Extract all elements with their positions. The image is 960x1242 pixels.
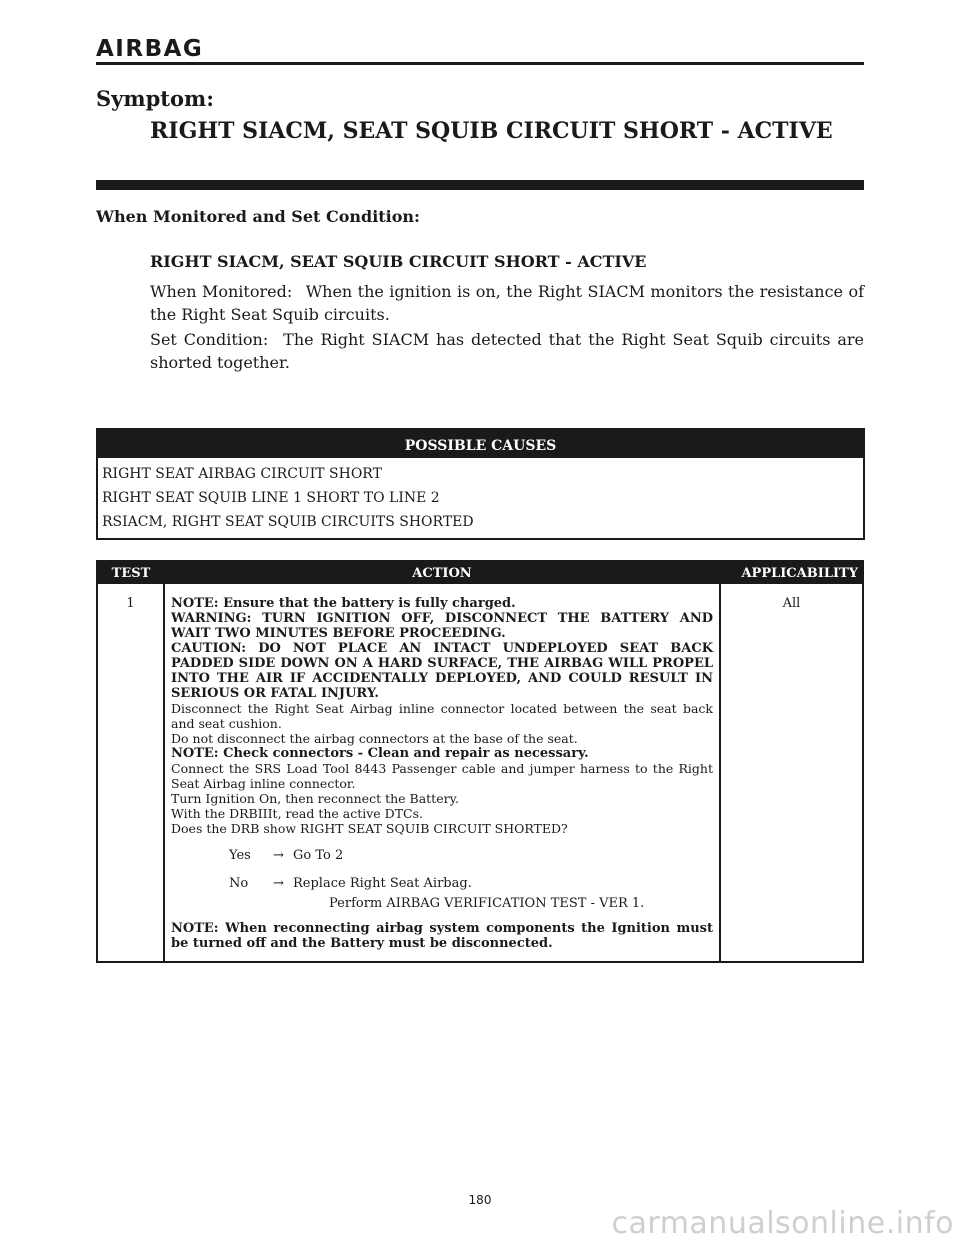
answer-no-label: No [229, 876, 249, 891]
arrow-right-icon: → [273, 848, 284, 863]
step-disconnect: Disconnect the Right Seat Airbag inline connector located between the seat back and seat cushion. [171, 701, 713, 731]
page-number: 180 [468, 1193, 492, 1207]
section-header: AIRBAG [96, 36, 204, 62]
test-table-header-row [97, 561, 863, 584]
test-table [96, 560, 864, 963]
dtc-name: RIGHT SIACM, SEAT SQUIB CIRCUIT SHORT - ACTIVE [150, 252, 647, 271]
cause-item: RSIACM, RIGHT SEAT SQUIB CIRCUITS SHORTED [102, 514, 474, 530]
symptom-title: RIGHT SIACM, SEAT SQUIB CIRCUIT SHORT - ACTIVE [150, 118, 833, 144]
answer-yes-label: Yes [229, 848, 251, 863]
header-applicability: APPLICABILITY [720, 561, 863, 584]
test-applicability: All [782, 596, 801, 611]
when-monitored [150, 280, 864, 326]
possible-causes-box [96, 428, 865, 540]
header-action: ACTION [164, 561, 720, 584]
possible-causes-header: POSSIBLE CAUSES [98, 430, 863, 458]
header-rule [96, 62, 864, 65]
watermark: carmanualsonline.info [611, 1206, 954, 1241]
step-ignition-on: Turn Ignition On, then reconnect the Battery. [171, 791, 459, 806]
warning-text: WARNING: TURN IGNITION OFF, DISCONNECT THE BATTERY AND WAIT TWO MINUTES BEFORE PROCEEDING. [171, 611, 713, 641]
set-condition-text: The Right SIACM has detected that the Right Seat Squib circuits are shorted together. [150, 330, 864, 372]
test-number: 1 [97, 584, 164, 962]
when-monitored-text: When the ignition is on, the Right SIACM monitors the resistance of the Right Seat Squib circuits. [150, 282, 865, 324]
set-condition [150, 328, 864, 374]
note-battery: NOTE: Ensure that the battery is fully charged. [171, 596, 516, 611]
answer-yes [171, 848, 713, 868]
answer-no-subtext: Perform AIRBAG VERIFICATION TEST - VER 1. [329, 896, 645, 911]
answer-no [171, 876, 713, 896]
arrow-right-icon: → [273, 876, 284, 891]
set-condition-label: Set Condition: [150, 330, 269, 349]
table-row [97, 584, 863, 962]
when-monitored-label: When Monitored: [150, 282, 293, 301]
note-reconnecting: NOTE: When reconnecting airbag system components the Ignition must be turned off and the Battery must be disconnected. [171, 921, 713, 951]
cause-item: RIGHT SEAT AIRBAG CIRCUIT SHORT [102, 466, 382, 482]
symptom-divider [96, 180, 864, 190]
step-read-dtcs: With the DRBIIIt, read the active DTCs. [171, 806, 423, 821]
step-do-not-disconnect: Do not disconnect the airbag connectors at the base of the seat. [171, 731, 578, 746]
answer-yes-text: Go To 2 [293, 848, 344, 863]
header-test: TEST [97, 561, 164, 584]
monitored-heading: When Monitored and Set Condition: [96, 207, 420, 226]
note-connectors: NOTE: Check connectors - Clean and repair as necessary. [171, 746, 589, 761]
caution-text: CAUTION: DO NOT PLACE AN INTACT UNDEPLOYED SEAT BACK PADDED SIDE DOWN ON A HARD SURFACE, THE AIRBAG WILL PROPEL INTO THE AIR IF ACCIDENTALLY DEPLOYED, AND COULD RESULT IN SERIOUS OR FATAL INJURY. [171, 641, 713, 701]
symptom-label: Symptom: [96, 86, 214, 111]
cause-item: RIGHT SEAT SQUIB LINE 1 SHORT TO LINE 2 [102, 490, 440, 506]
answer-no-text: Replace Right Seat Airbag. [293, 876, 472, 891]
step-connect-load-tool: Connect the SRS Load Tool 8443 Passenger cable and jumper harness to the Right Seat Airbag inline connector. [171, 761, 713, 791]
test-action [164, 584, 720, 962]
question: Does the DRB show RIGHT SEAT SQUIB CIRCUIT SHORTED? [171, 821, 568, 836]
